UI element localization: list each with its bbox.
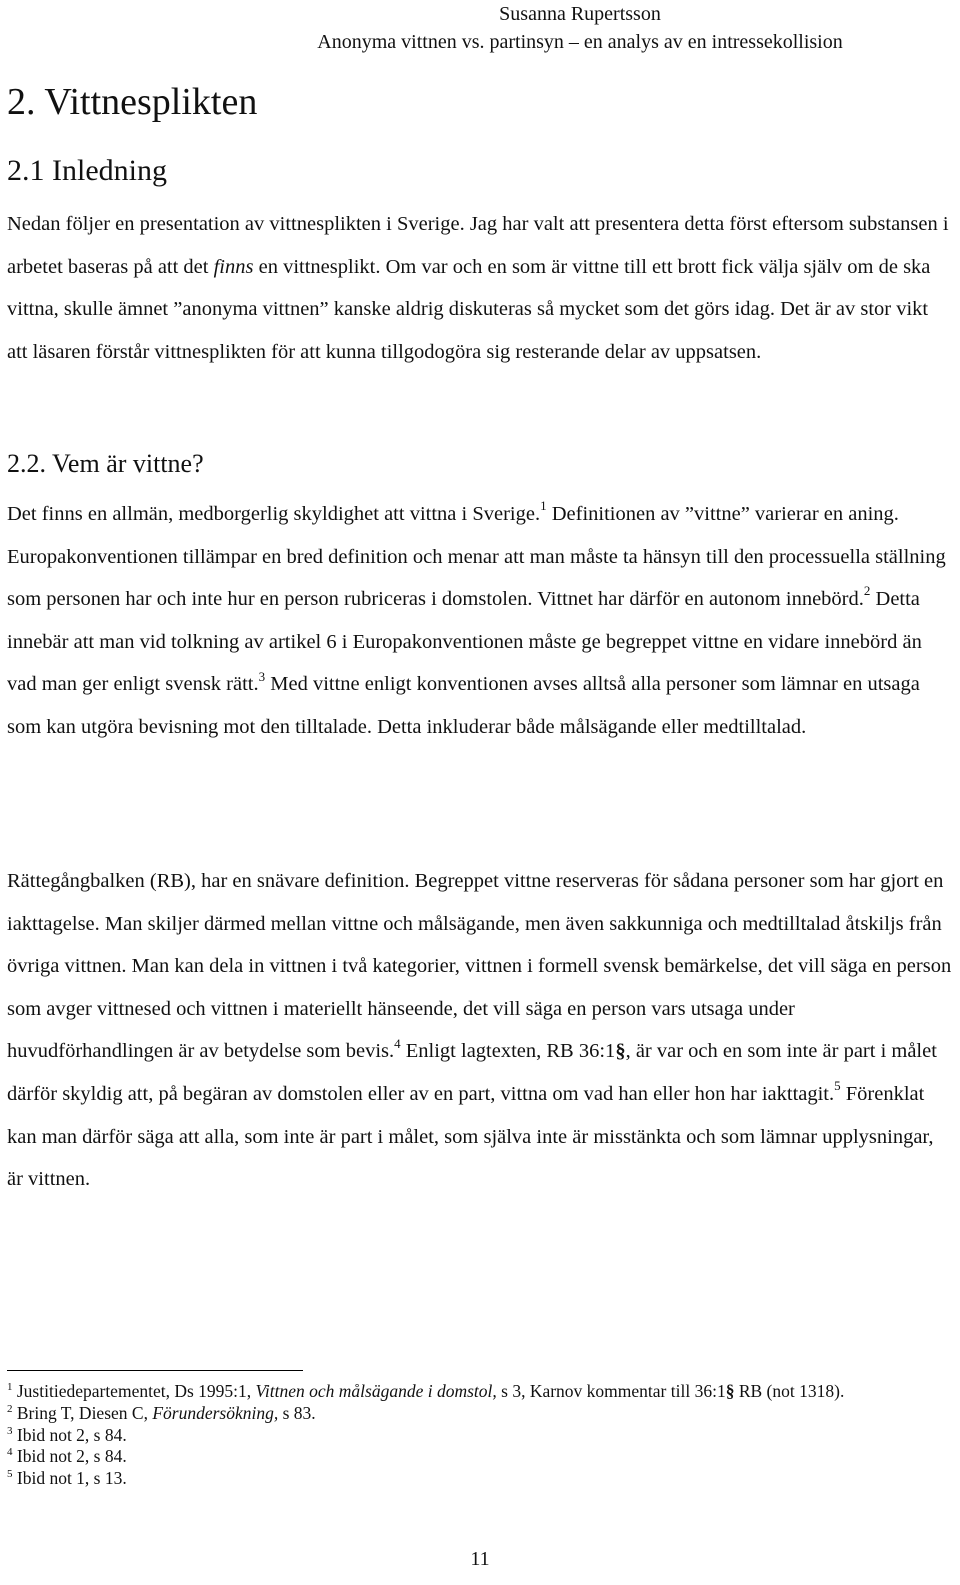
footnote-4 <box>7 1446 953 1468</box>
text-span: , är var och en som inte är part i målet därför skyldig att, på begäran av domstolen eller av en part, vittna om vad han eller hon har iakttagit. <box>7 1040 937 1105</box>
text-span: RB (not 1318). <box>734 1381 845 1401</box>
emphasis: Förundersökning, <box>152 1402 279 1423</box>
footnote-number: 2 <box>7 1402 13 1415</box>
paragraph-vem-ar-vittne <box>7 493 953 749</box>
paragraph-sign: § <box>725 1381 735 1401</box>
footnote-ref-2[interactable]: 2 <box>863 583 871 599</box>
text-span: Det finns en allmän, medborgerlig skyldighet att vittna i Sverige. <box>7 503 541 525</box>
footnote-1 <box>7 1381 953 1403</box>
section-heading-vem: 2.2. Vem är vittne? <box>7 449 204 478</box>
section-heading-inledning: 2.1 Inledning <box>7 154 167 187</box>
paragraph-inledning <box>7 203 953 373</box>
footnote-number: 3 <box>7 1424 13 1437</box>
footnote-3 <box>7 1425 953 1447</box>
text-span: s 83. <box>278 1402 316 1423</box>
text-span: Rättegångbalken (RB), har en snävare definition. Begreppet vittne reserveras för sådana personer som har gjort en iakttagelse. Man skiljer därmed mellan vittne och målsägande, men även sakkunniga och medtilltalad åtskiljs från övriga vittnen. Man kan dela in vittnen i två kategorier, vittnen i formell svensk bemärkelse, det vill säga en person som avger vittnesed och vittnen i materiellt hänseende, det vill säga en person vars utsaga under huvudförhandlingen är av betydelse som bevis. <box>7 870 952 1063</box>
footnote-number: 1 <box>7 1381 13 1394</box>
footnote-ref-5[interactable]: 5 <box>834 1078 841 1094</box>
text-span: Detta innebär att man vid tolkning av artikel 6 i Europakonventionen måste ge begreppet vittne en vidare innebörd än vad man ger enligt svensk rätt. <box>7 588 922 696</box>
text-span: Nedan följer en presentation av vittnesplikten i Sverige. Jag har valt att presentera detta först eftersom substansen i arbetet baseras på att det <box>7 213 949 278</box>
footnote-separator <box>7 1370 303 1371</box>
footnote-2 <box>7 1403 953 1425</box>
text-span: en vittnesplikt. Om var och en som är vittne till ett brott fick välja själv om de ska vittna, skulle ämnet ”anonyma vittnen” kanske aldrig diskuteras så mycket som det görs idag. Det är av stor vikt att läsaren förstår vittnesplikten för att kunna tillgodogöra sig resterande delar av uppsatsen. <box>7 255 931 363</box>
footnote-number: 5 <box>7 1468 13 1481</box>
footnote-ref-1[interactable]: 1 <box>540 498 547 514</box>
footnote-number: 4 <box>7 1446 13 1459</box>
footnotes <box>7 1381 953 1490</box>
text-span: Förenklat kan man därför säga att alla, som inte är part i målet, som själva inte är misstänkta och som lämnar upplysningar, är vittnen. <box>7 1082 934 1191</box>
text-span: Bring T, Diesen C, <box>12 1402 153 1423</box>
header-title: Anonyma vittnen vs. partinsyn – en analys av en intressekollision <box>317 31 843 53</box>
text-span: Ibid not 2, s 84. <box>12 1446 127 1467</box>
text-span: Med vittne enligt konventionen avses alltså alla personer som lämnar en utsaga som kan utgöra bevisning mot den tilltalade. Detta inkluderar både målsägande eller medtilltalad. <box>7 673 920 738</box>
paragraph-rattegangsbalken <box>7 860 953 1201</box>
text-span: Ibid not 2, s 84. <box>12 1424 127 1445</box>
emphasis: finns <box>213 255 254 278</box>
text-span: Definitionen av ”vittne” varierar en aning. Europakonventionen tillämpar en bred definition och menar att man måste ta hänsyn till den processuella ställning som personen har och inte hur en person rubriceras i domstolen. Vittnet har därför en autonom innebörd. <box>7 503 946 611</box>
paragraph-sign: § <box>615 1040 626 1063</box>
footnote-ref-3[interactable]: 3 <box>258 668 266 684</box>
footnote-ref-4[interactable]: 4 <box>394 1035 401 1051</box>
page-number: 11 <box>470 1548 490 1570</box>
text-span: Ibid not 1, s 13. <box>12 1468 127 1489</box>
text-span: s 3, Karnov kommentar till 36:1 <box>496 1381 726 1401</box>
chapter-heading: 2. Vittnesplikten <box>7 81 258 123</box>
text-span: Enligt lagtexten, RB 36:1 <box>400 1040 616 1063</box>
header-author: Susanna Rupertsson <box>499 3 661 25</box>
emphasis: Vittnen och målsägande i domstol, <box>255 1381 497 1401</box>
text-span: Justitiedepartementet, Ds 1995:1, <box>12 1381 256 1401</box>
running-header <box>0 0 960 56</box>
footnote-5 <box>7 1468 953 1490</box>
